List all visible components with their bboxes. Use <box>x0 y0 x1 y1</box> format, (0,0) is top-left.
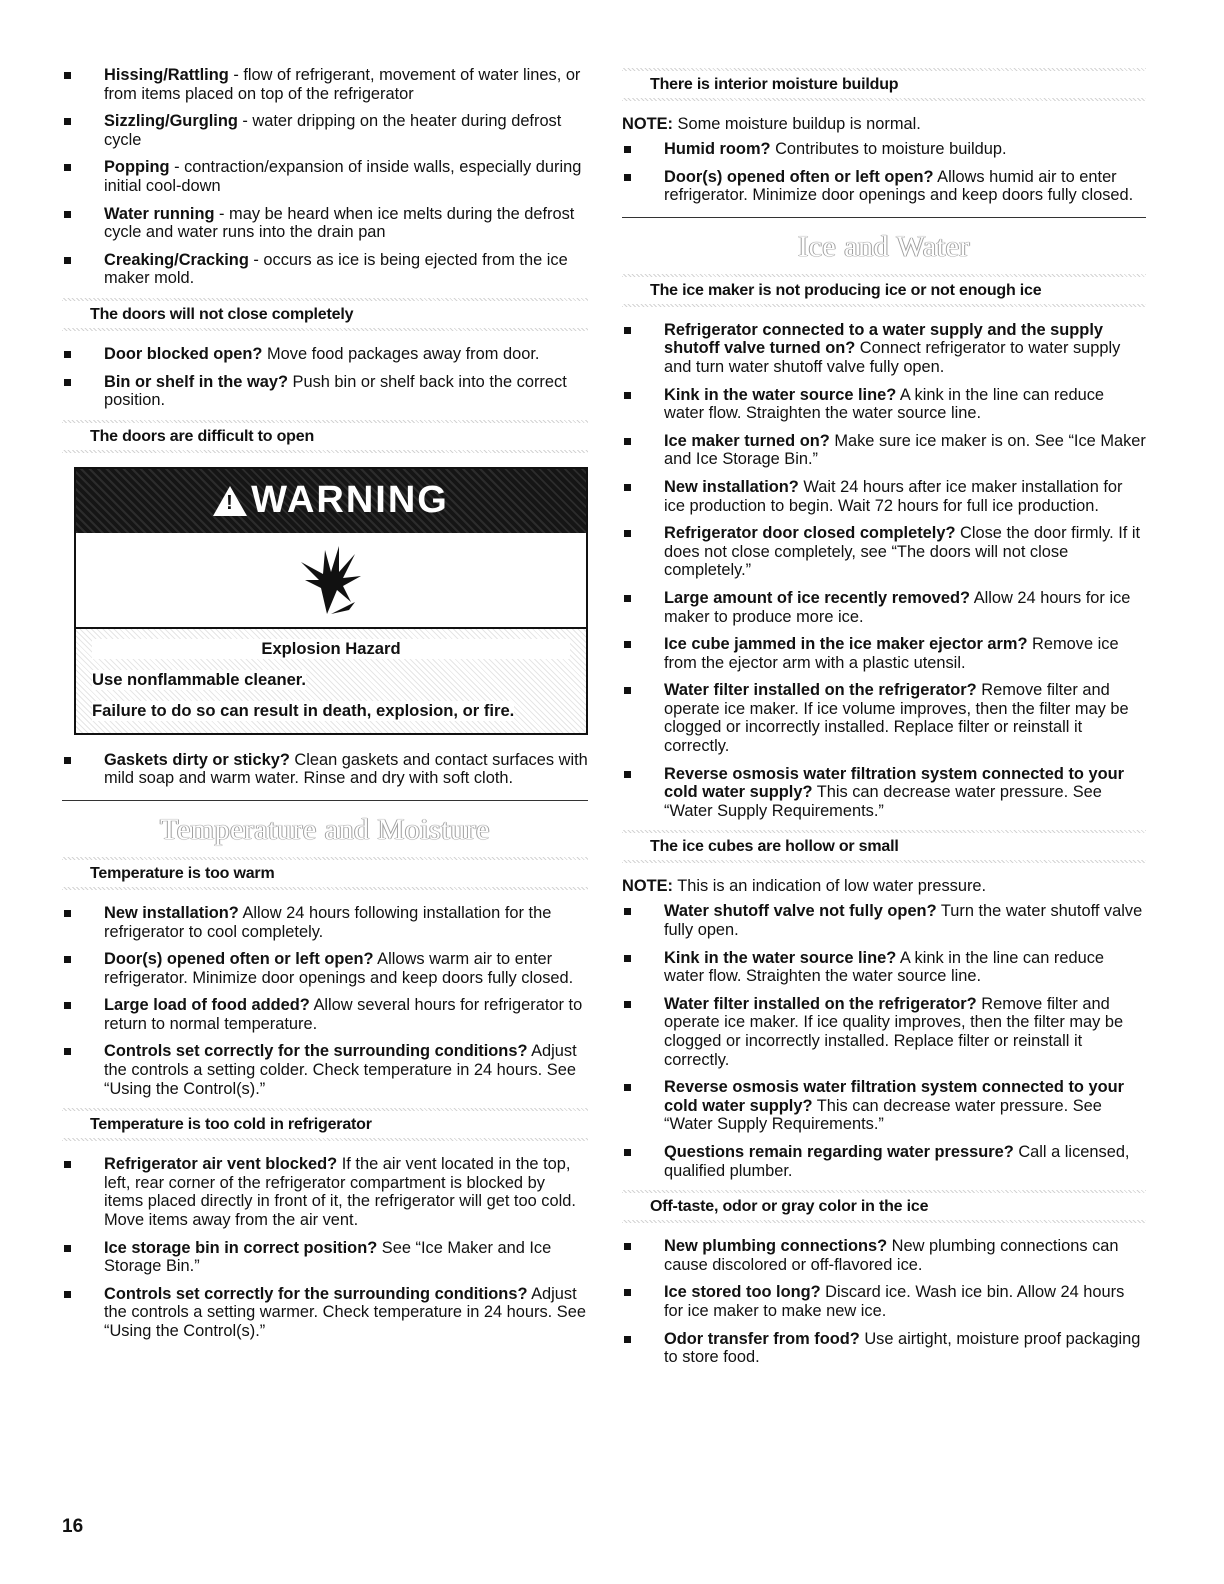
item-text: - contraction/expansion of inside walls, especially during initial cool-down <box>104 158 582 195</box>
item-text: Allows humid air to enter refrigerator. Minimize door openings and keep doors fully closed. <box>664 167 1134 205</box>
warning-line1: Use nonflammable cleaner. <box>92 669 306 689</box>
item-term: Door(s) opened often or left open? <box>664 167 934 186</box>
list-item <box>622 589 1146 626</box>
item-text: - water dripping on the heater during defrost cycle <box>104 112 562 149</box>
item-text: This can decrease water pressure. See “Water Supply Requirements.” <box>664 1096 1102 1134</box>
right-column <box>622 66 1146 1376</box>
hollow-list <box>622 902 1146 1180</box>
item-term: Large amount of ice recently removed? <box>664 588 971 607</box>
item-term: Hissing/Rattling <box>104 66 229 84</box>
item-text: - occurs as ice is being ejected from the ice maker mold. <box>104 250 568 288</box>
item-term: Water running <box>104 204 215 223</box>
list-item <box>622 321 1146 377</box>
list-item <box>62 205 588 242</box>
item-text: Clean gaskets and contact surfaces with mild soap and warm water. Rinse and dry with soft cloth. <box>104 750 588 788</box>
section-title: Ice and Water <box>798 229 970 263</box>
section-heading: The doors will not close completely <box>62 298 588 331</box>
section-heading: The ice maker is not producing ice or not enough ice <box>622 274 1146 307</box>
item-term: Reverse osmosis water filtration system connected to your cold water supply? <box>664 764 1124 802</box>
item-term: Refrigerator air vent blocked? <box>104 1155 338 1174</box>
warning-hazard: Explosion Hazard <box>92 639 570 659</box>
warning-title: WARNING <box>251 479 449 522</box>
list-item <box>62 66 588 103</box>
too-warm-list <box>62 904 588 1098</box>
item-text: Connect refrigerator to water supply and turn water shutoff valve fully open. <box>664 339 1121 376</box>
item-text: If the air vent located in the top, left, rear corner of the refrigerator compartment is blocked by items placed directly in front of it, the refrigerator will get too cold. Move items away from the air vent. <box>104 1155 576 1230</box>
warning-triangle-icon <box>213 486 247 516</box>
item-term: Controls set correctly for the surrounding conditions? <box>104 1284 528 1303</box>
list-item <box>62 158 588 195</box>
item-term: Ice maker turned on? <box>664 431 830 450</box>
item-text: Discard ice. Wash ice bin. Allow 24 hours for ice maker to make new ice. <box>664 1283 1125 1320</box>
list-item <box>622 478 1146 515</box>
list-item <box>622 635 1146 672</box>
item-text: Push bin or shelf back into the correct position. <box>104 372 567 410</box>
item-text: Allow 24 hours for ice maker to produce more ice. <box>664 588 1131 626</box>
item-text: Move food packages away from door. <box>262 344 540 363</box>
item-term: Controls set correctly for the surrounding conditions? <box>104 1042 528 1061</box>
item-text: New plumbing connections can cause discolored or off-flavored ice. <box>664 1237 1119 1274</box>
section-title: Temperature and Moisture <box>160 812 490 846</box>
item-text: A kink in the line can reduce water flow. Straighten the water source line. <box>664 385 1105 423</box>
item-text: Adjust the controls a setting warmer. Check temperature in 24 hours. See “Using the Control(s).” <box>104 1284 586 1340</box>
item-text: Remove filter and operate ice maker. If ice volume improves, then the filter may be clogged or incorrectly installed. Replace filter or reinstall it correctly. <box>664 681 1129 756</box>
item-term: New installation? <box>104 903 239 922</box>
list-item <box>62 1239 588 1276</box>
item-term: New plumbing connections? <box>664 1237 888 1256</box>
divider <box>622 217 1146 218</box>
warning-header <box>76 469 586 533</box>
too-cold-list <box>62 1155 588 1340</box>
list-item <box>622 1237 1146 1274</box>
list-item <box>622 681 1146 755</box>
list-item <box>62 996 588 1033</box>
item-term: Gaskets dirty or sticky? <box>104 750 290 769</box>
section-heading: Off-taste, odor or gray color in the ice <box>622 1190 1146 1223</box>
item-text: Make sure ice maker is on. See “Ice Maker and Ice Storage Bin.” <box>664 431 1146 469</box>
moisture-list <box>622 140 1146 205</box>
list-item <box>622 949 1146 986</box>
list-item <box>62 345 588 364</box>
item-term: Kink in the water source line? <box>664 385 897 404</box>
section-heading: The ice cubes are hollow or small <box>622 830 1146 863</box>
item-term: Ice storage bin in correct position? <box>104 1238 378 1257</box>
left-column <box>62 66 588 1350</box>
item-text: Turn the water shutoff valve fully open. <box>664 902 1143 940</box>
page-number: 16 <box>62 1516 84 1537</box>
warning-body <box>76 629 586 733</box>
not-producing-list <box>622 321 1146 821</box>
item-term: Ice cube jammed in the ice maker ejector arm? <box>664 635 1028 654</box>
list-item <box>622 1143 1146 1180</box>
item-text: Adjust the controls a setting colder. Check temperature in 24 hours. See “Using the Control(s).” <box>104 1042 577 1098</box>
list-item <box>622 765 1146 821</box>
item-text: See “Ice Maker and Ice Storage Bin.” <box>104 1238 552 1276</box>
item-term: Kink in the water source line? <box>664 948 897 967</box>
list-item <box>62 751 588 788</box>
list-item <box>622 140 1146 159</box>
item-term: Popping <box>104 158 170 177</box>
item-term: Door(s) opened often or left open? <box>104 950 374 969</box>
item-term: Door blocked open? <box>104 344 263 363</box>
item-term: Refrigerator connected to a water supply and the supply shutoff valve turned on? <box>664 320 1103 358</box>
section-heading: Temperature is too cold in refrigerator <box>62 1108 588 1141</box>
list-item <box>62 1285 588 1341</box>
divider <box>62 800 588 801</box>
item-term: Water filter installed on the refrigerator? <box>664 994 977 1013</box>
section-heading: Temperature is too warm <box>62 857 588 890</box>
list-item <box>622 1330 1146 1367</box>
item-text: - flow of refrigerant, movement of water lines, or from items placed on top of the refrigerator <box>104 66 581 103</box>
item-term: New installation? <box>664 477 799 496</box>
item-term: Reverse osmosis water filtration system connected to your cold water supply? <box>664 1078 1124 1115</box>
list-item <box>622 168 1146 205</box>
list-item <box>62 112 588 149</box>
item-term: Large load of food added? <box>104 996 310 1015</box>
list-item <box>62 1155 588 1229</box>
sounds-list <box>62 66 588 288</box>
list-item <box>622 995 1146 1069</box>
item-text: Close the door firmly. If it does not close completely, see “The doors will not close completely.” <box>664 524 1141 580</box>
list-item <box>622 902 1146 939</box>
item-term: Creaking/Cracking <box>104 250 249 269</box>
list-item <box>62 1042 588 1098</box>
warning-line2: Failure to do so can result in death, explosion, or fire. <box>92 700 515 720</box>
item-term: Sizzling/Gurgling <box>104 112 238 131</box>
item-text: - may be heard when ice melts during the defrost cycle and water runs into the drain pan <box>104 204 575 242</box>
note: NOTE: Some moisture buildup is normal. <box>622 115 921 133</box>
warning-box <box>74 467 588 735</box>
list-item <box>622 1078 1146 1134</box>
item-text: Use airtight, moisture proof packaging to store food. <box>664 1329 1141 1367</box>
item-term: Refrigerator door closed completely? <box>664 524 956 543</box>
item-text: Remove ice from the ejector arm with a plastic utensil. <box>664 635 1119 672</box>
list-item <box>622 432 1146 469</box>
explosion-icon <box>76 533 586 629</box>
item-term: Humid room? <box>664 140 771 158</box>
item-text: Call a licensed, qualified plumber. <box>664 1142 1130 1180</box>
doors-not-close-list <box>62 345 588 410</box>
list-item <box>622 524 1146 580</box>
item-term: Water filter installed on the refrigerator? <box>664 681 977 700</box>
item-text: Wait 24 hours after ice maker installation for ice production to begin. Wait 72 hours for full ice production. <box>664 477 1123 515</box>
item-text: This can decrease water pressure. See “Water Supply Requirements.” <box>664 783 1102 820</box>
item-term: Bin or shelf in the way? <box>104 372 288 391</box>
item-term: Questions remain regarding water pressure? <box>664 1142 1014 1161</box>
section-heading: The doors are difficult to open <box>62 420 588 453</box>
item-text: Allow several hours for refrigerator to return to normal temperature. <box>104 996 583 1033</box>
item-text: Remove filter and operate ice maker. If ice quality improves, then the filter may be clogged or incorrectly installed. Replace filter or reinstall it correctly. <box>664 994 1124 1069</box>
section-heading: There is interior moisture buildup <box>622 68 1146 101</box>
list-item <box>62 373 588 410</box>
list-item <box>62 251 588 288</box>
note: NOTE: This is an indication of low water pressure. <box>622 877 987 896</box>
item-term: Water shutoff valve not fully open? <box>664 902 937 921</box>
list-item <box>622 1283 1146 1320</box>
item-term: Ice stored too long? <box>664 1283 821 1302</box>
doors-difficult-list <box>62 751 588 788</box>
item-text: Allow 24 hours following installation for the refrigerator to cool completely. <box>104 903 552 941</box>
item-text: A kink in the line can reduce water flow. Straighten the water source line. <box>664 948 1105 986</box>
list-item <box>62 904 588 941</box>
item-text: Contributes to moisture buildup. <box>770 140 1007 158</box>
list-item <box>62 950 588 987</box>
off-taste-list <box>622 1237 1146 1367</box>
item-term: Odor transfer from food? <box>664 1329 860 1348</box>
list-item <box>622 386 1146 423</box>
item-text: Allows warm air to enter refrigerator. Minimize door openings and keep doors fully closed. <box>104 950 574 987</box>
